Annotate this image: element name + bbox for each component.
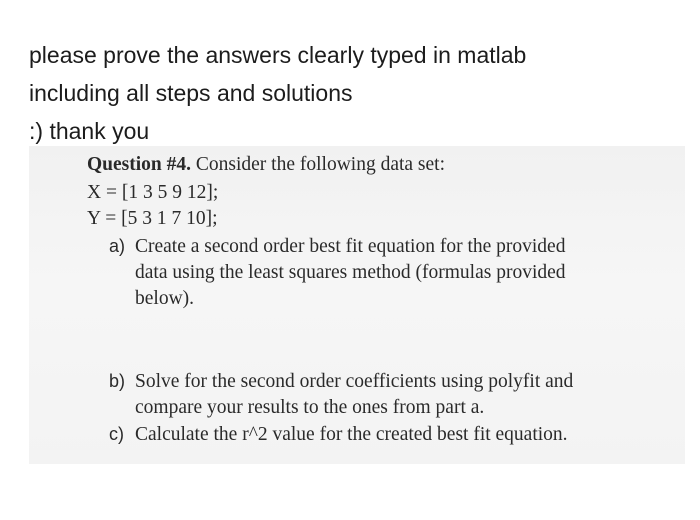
question-heading: Question #4. — [87, 154, 192, 175]
question-title-line — [87, 154, 445, 176]
part-c-line-1: Calculate the r^2 value for the created best fit equation. — [135, 424, 568, 445]
part-a-letter: a) — [109, 236, 126, 256]
question-photo — [29, 146, 685, 464]
y-data-line: Y = [5 3 1 7 10]; — [87, 208, 218, 229]
part-b-line-2: compare your results to the ones from part a. — [135, 397, 485, 418]
part-b-line-1: Solve for the second order coefficients using polyfit and — [135, 371, 574, 392]
part-a-line-1: Create a second order best fit equation for the provided — [135, 236, 566, 257]
part-b-letter: b) — [109, 371, 126, 391]
x-data-line: X = [1 3 5 9 12]; — [87, 182, 219, 203]
part-a-line-2: data using the least squares method (formulas provided — [135, 262, 566, 283]
post-line-1: please prove the answers clearly typed in matlab — [29, 42, 527, 68]
post-line-3: :) thank you — [29, 118, 150, 144]
post-line-2: including all steps and solutions — [29, 80, 353, 106]
part-c-letter: c) — [109, 424, 124, 444]
part-a-line-3: below). — [135, 288, 195, 309]
question-intro: Consider the following data set: — [191, 154, 446, 175]
post-text — [29, 36, 669, 150]
